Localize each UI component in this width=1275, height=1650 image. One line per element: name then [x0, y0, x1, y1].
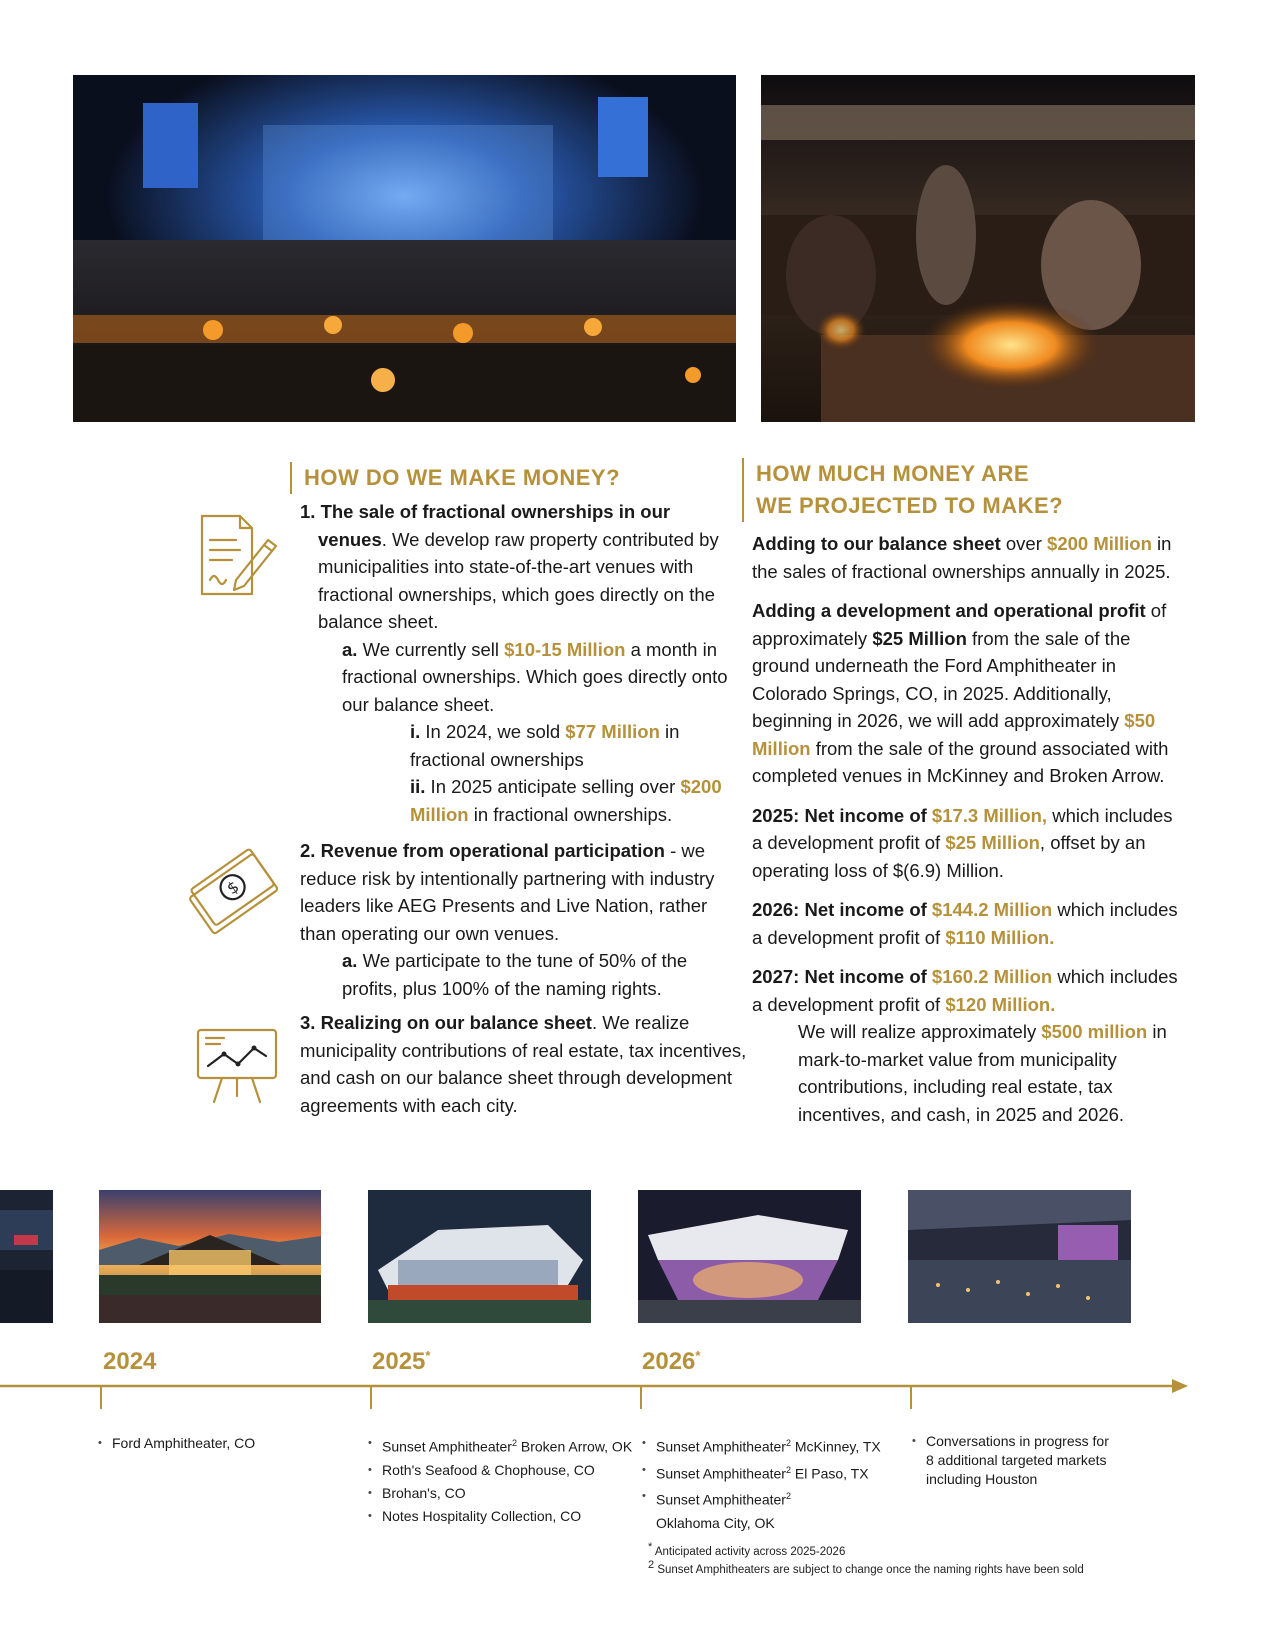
revenue-item-1: 1. The sale of fractional ownerships in our venues. We develop raw property contributed by municipalities into state-of-the-art venues with fractional ownerships, which goes directly on the balance sheet. a. We currently sell $10-15 Million a month in fractional ownerships. Which goes directly onto our balance sheet. i. In 2024, we sold $77 Million in fractional ownerships ii. In 2025 anticipate selling over $200 Million in fractional ownerships. [300, 501, 728, 825]
timeline-list-2026 [642, 1432, 892, 1535]
timeline-tick-future [910, 1387, 912, 1409]
list-item: • Conversations in progress for 8 additional targeted markets including Houston [912, 1432, 1117, 1489]
list-item: • Sunset Amphitheater$^2$ Oklahoma City, OK [642, 1485, 806, 1535]
chart-easel-icon [192, 1020, 282, 1110]
list-item: • Sunset Amphitheater$^2$ Broken Arrow, OK [368, 1432, 638, 1459]
projections-text: Adding to our balance sheet over $200 Million in the sales of fractional ownerships annually in 2025. Adding a development and operational profit of approximately $25 Million from the sale of the ground underneath the Ford Amphitheater in Colorado Springs, CO, in 2025. Additionally, beginning in 2026, we will add approximately $50 Million from the sale of the ground associated with completed venues in McKinney and Broken Arrow. 2025: Net income of $17.3 Million, which includes a development profit of $25 Million, offset by an operating loss of $(6.9) Million. 2026: Net income of $144.2 Million which includes a development profit of $110 Million. 2027: Net income of $160.2 Million which includes a development profit of $120 Million. We will realize approximately $500 million in mark-to-market value from municipality contributions, including real estate, tax incentives, and cash, in 2025 and 2026. [752, 533, 1178, 1125]
list-item: • Sunset Amphitheater$^2$ McKinney, TX [642, 1432, 892, 1459]
revenue-item-3: 3. Realizing on our balance sheet. We realize municipality contributions of real estate, tax incentives, and cash on our balance sheet through development agreements with each city. [300, 1012, 747, 1116]
footnote-naming-rights: $^2$ Sunset Amphitheaters are subject to change once the naming rights have been sold [648, 1559, 1084, 1576]
timeline-list-future [912, 1432, 1117, 1489]
contract-signing-icon [192, 510, 282, 600]
timeline-tick-2026 [640, 1387, 642, 1409]
footnote-anticipated: * Anticipated activity across 2025-2026 [648, 1541, 846, 1558]
timeline-year-2024: 2024 [103, 1348, 157, 1375]
timeline-list-2024 [98, 1432, 338, 1455]
timeline-photo-broken-arrow [368, 1190, 591, 1323]
revenue-item-2: 2. Revenue from operational participation - we reduce risk by intentionally partnering with industry leaders like AEG Presents and Live Nation, rather than operating our own venues. a. We participate to the tune of 50% of the profits, plus 100% of the naming rights. [300, 840, 715, 999]
timeline-tick-2025 [370, 1387, 372, 1409]
timeline-photo-future-venue [908, 1190, 1131, 1323]
how-much-money-heading: HOW MUCH MONEY ARE WE PROJECTED TO MAKE? [742, 458, 1063, 522]
list-item: • Roth's Seafood & Chophouse, CO [368, 1459, 638, 1482]
timeline-photo-mckinney [638, 1190, 861, 1323]
how-make-money-heading: HOW DO WE MAKE MONEY? [290, 462, 620, 494]
list-item: • Ford Amphitheater, CO [98, 1432, 338, 1455]
timeline-year-2026: 2026* [642, 1348, 701, 1375]
fire-pit-fans-photo [761, 75, 1195, 422]
timeline-photo-ford-amphitheater [99, 1190, 321, 1323]
list-item: • Notes Hospitality Collection, CO [368, 1505, 638, 1528]
timeline-tick-2024 [100, 1387, 102, 1409]
svg-text:$: $ [223, 876, 243, 899]
list-item: • Brohan's, CO [368, 1482, 638, 1505]
timeline-photo-restaurant [0, 1190, 53, 1323]
amphitheater-concert-photo [73, 75, 736, 422]
timeline-list-2025 [368, 1432, 638, 1528]
list-item: • Sunset Amphitheater$^2$ El Paso, TX [642, 1459, 892, 1486]
money-bill-icon [188, 848, 278, 938]
timeline-year-2025: 2025* [372, 1348, 431, 1375]
timeline-arrow [0, 1374, 1190, 1398]
